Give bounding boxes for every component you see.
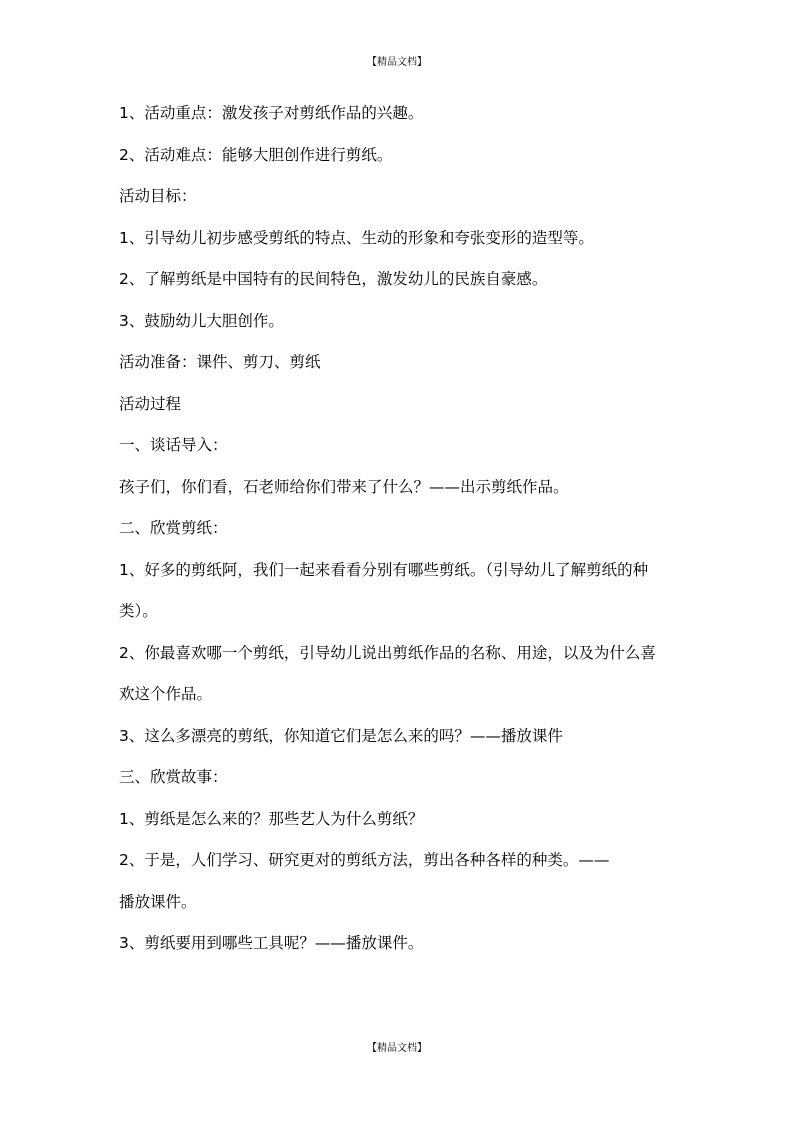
text-line: 2、你最喜欢哪一个剪纸，引导幼儿说出剪纸作品的名称、用途，以及为什么喜: [119, 643, 656, 662]
document-body: [119, 103, 679, 975]
page-footer: 【精品文档】: [367, 1043, 427, 1054]
text-line: 欢这个作品。: [119, 685, 213, 703]
text-line: 3、剪纸要用到哪些工具呢？——播放课件。: [119, 934, 424, 952]
text-line: 2、于是，人们学习、研究更对的剪纸方法，剪出各种各样的种类。——: [119, 851, 610, 869]
text-line: 1、活动重点：激发孩子对剪纸作品的兴趣。: [119, 104, 424, 122]
text-line: 1、好多的剪纸阿，我们一起来看看分别有哪些剪纸。（引导幼儿了解剪纸的种: [119, 560, 649, 579]
section-heading: 三、欣赏故事：: [119, 768, 228, 786]
text-line: 活动准备：课件、剪刀、剪纸: [119, 353, 321, 371]
text-line: 2、活动难点：能够大胆创作进行剪纸。: [119, 145, 393, 164]
text-line: 3、这么多漂亮的剪纸，你知道它们是怎么来的吗？——播放课件: [119, 726, 563, 745]
text-line: 孩子们，你们看，石老师给你们带来了什么？——出示剪纸作品。: [119, 477, 569, 496]
section-heading: 二、欣赏剪纸：: [119, 519, 228, 537]
section-heading: 活动过程: [119, 394, 182, 413]
text-line: 1、剪纸是怎么来的？那些艺人为什么剪纸？: [119, 809, 424, 828]
text-line: 播放课件。: [119, 892, 197, 911]
text-line: 2、了解剪纸是中国特有的民间特色，激发幼儿的民族自豪感。: [119, 270, 548, 288]
text-line: 1、引导幼儿初步感受剪纸的特点、生动的形象和夸张变形的造型等。: [119, 228, 594, 247]
text-line: 3、鼓励幼儿大胆创作。: [119, 311, 284, 330]
page-header: 【精品文档】: [367, 57, 427, 68]
text-line: 类）。: [119, 602, 158, 620]
section-heading: 一、谈话导入：: [119, 436, 228, 454]
section-heading: 活动目标：: [119, 187, 197, 205]
